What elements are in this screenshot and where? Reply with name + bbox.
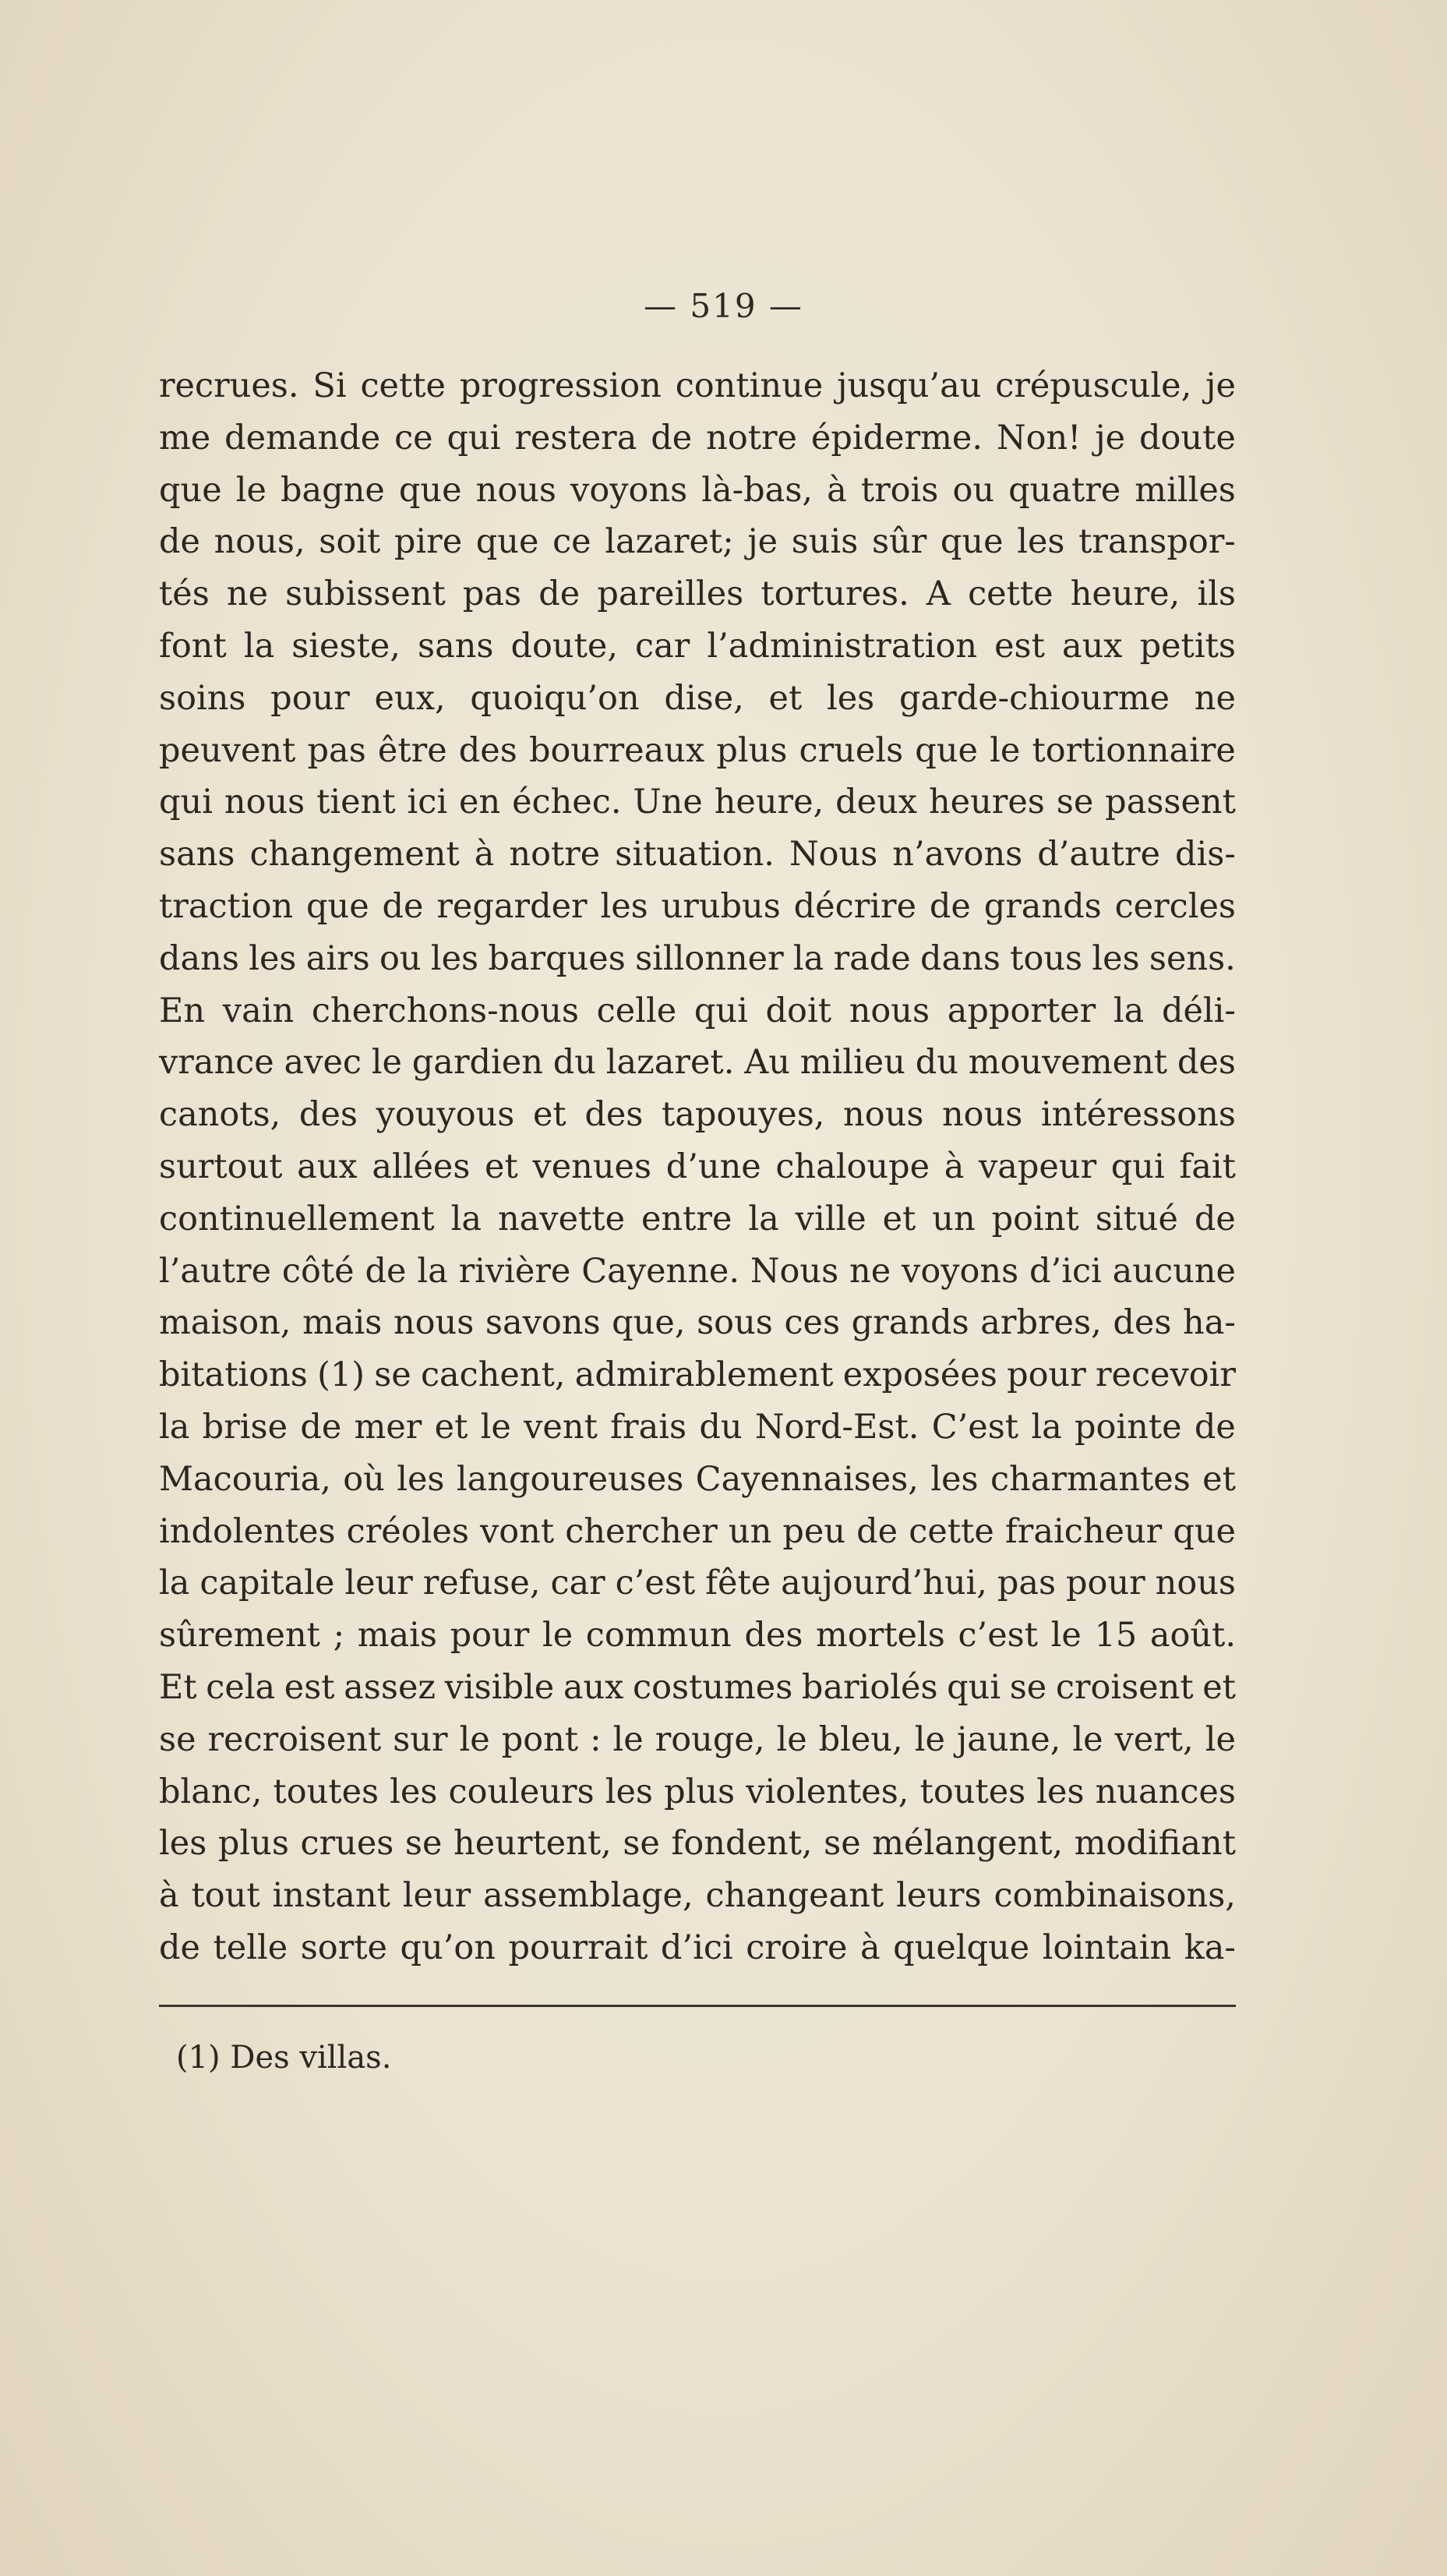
text-line: soins pour eux, quoiqu’on dise, et les garde-chiourme ne (159, 678, 1236, 718)
text-line: tés ne subissent pas de pareilles tortures. A cette heure, ils (159, 574, 1236, 614)
text-line: indolentes créoles vont chercher un peu de cette fraicheur que (159, 1511, 1236, 1551)
text-line: que le bagne que nous voyons là-bas, à trois ou quatre milles (159, 470, 1236, 510)
text-line: à tout instant leur assemblage, changeant leurs combinaisons, (159, 1876, 1236, 1916)
text-line: peuvent pas être des bourreaux plus cruels que le tortionnaire (159, 730, 1236, 770)
text-line: blanc, toutes les couleurs les plus violentes, toutes les nuances (159, 1772, 1236, 1811)
text-line: se recroisent sur le pont : le rouge, le bleu, le jaune, le vert, le (159, 1719, 1236, 1759)
text-line: surtout aux allées et venues d’une chaloupe à vapeur qui fait (159, 1147, 1236, 1186)
text-line: Et cela est assez visible aux costumes bariolés qui se croisent et (159, 1667, 1236, 1707)
text-line: la capitale leur refuse, car c’est fête aujourd’hui, pas pour nous (159, 1564, 1236, 1603)
text-line: En vain cherchons-nous celle qui doit nous apporter la déli- (159, 991, 1236, 1030)
text-line: dans les airs ou les barques sillonner la rade dans tous les sens. (159, 938, 1236, 978)
page-number: — 519 — (644, 287, 803, 325)
text-line: sûrement ; mais pour le commun des mortels c’est le 15 août. (159, 1616, 1236, 1655)
text-line: Macouria, où les langoureuses Cayennaises, les charmantes et (159, 1459, 1236, 1499)
text-line: sans changement à notre situation. Nous n’avons d’autre dis- (159, 835, 1236, 875)
body-text (159, 360, 1236, 1974)
text-line: l’autre côté de la rivière Cayenne. Nous ne voyons d’ici aucune (159, 1251, 1236, 1291)
text-line: traction que de regarder les urubus décrire de grands cercles (159, 886, 1236, 926)
footnote: (1) Des villas. (176, 2040, 392, 2076)
text-line: maison, mais nous savons que, sous ces grands arbres, des ha- (159, 1303, 1236, 1343)
text-line: de nous, soit pire que ce lazaret; je suis sûr que les transpor- (159, 522, 1236, 562)
footnote-divider (159, 2005, 1236, 2007)
text-line: vrance avec le gardien du lazaret. Au milieu du mouvement des (159, 1043, 1236, 1083)
text-line: canots, des youyous et des tapouyes, nous nous intéressons (159, 1095, 1236, 1135)
text-line: de telle sorte qu’on pourrait d’ici croire à quelque lointain ka- (159, 1928, 1236, 1967)
text-line: recrues. Si cette progression continue jusqu’au crépuscule, je (159, 366, 1236, 405)
text-line: qui nous tient ici en échec. Une heure, deux heures se passent (159, 783, 1236, 822)
text-line: me demande ce qui restera de notre épiderme. Non! je doute (159, 418, 1236, 458)
text-line: la brise de mer et le vent frais du Nord-Est. C’est la pointe de (159, 1407, 1236, 1447)
text-line: font la sieste, sans doute, car l’administration est aux petits (159, 626, 1236, 666)
text-line: bitations (1) se cachent, admirablement exposées pour recevoir (159, 1355, 1236, 1395)
text-line: les plus crues se heurtent, se fondent, se mélangent, modifiant (159, 1824, 1236, 1864)
text-line: continuellement la navette entre la ville et un point situé de (159, 1199, 1236, 1239)
